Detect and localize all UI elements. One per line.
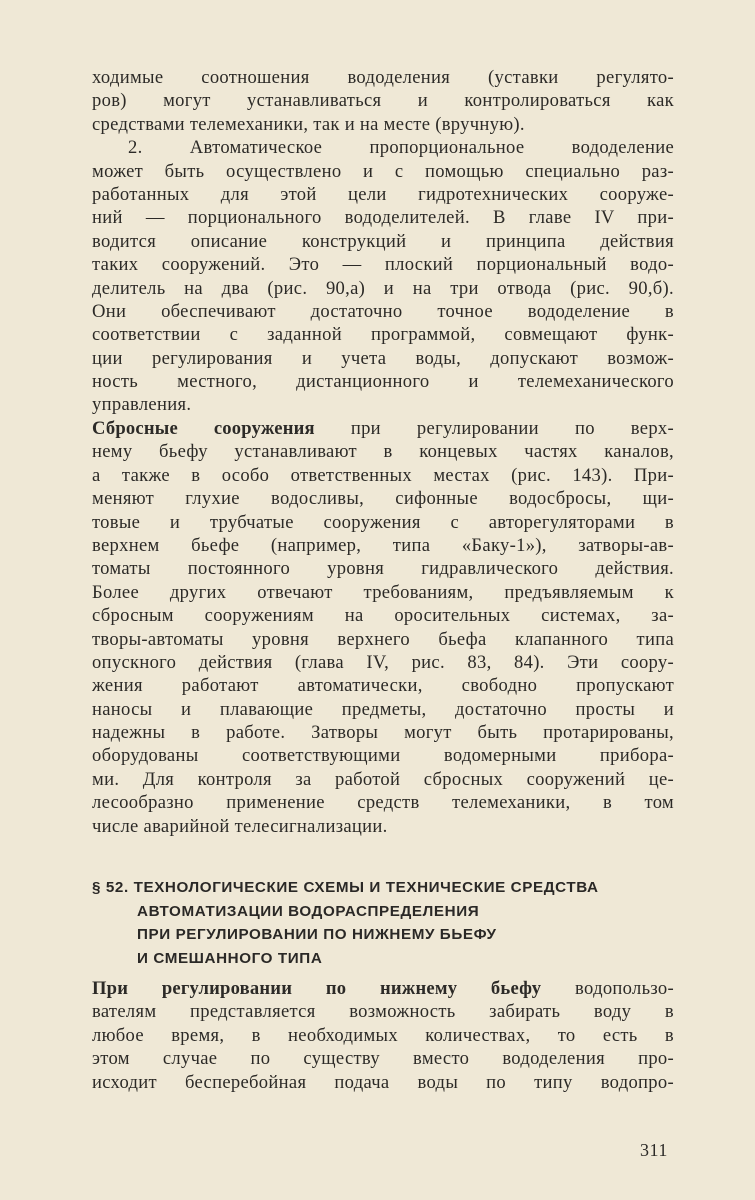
paragraph-spillways [92,417,674,838]
text-line: числе аварийной телесигнализации. [92,815,388,837]
text-line: Они обеспечивают достаточно точное вододеление в [92,300,674,322]
text-line: ходимые соотношения вододеления (уставки регулято- [92,67,674,88]
bold-term: Сбросные сооружения [92,418,315,439]
text-line: наносы и плавающие предметы, достаточно просты и [92,698,674,720]
text-line: делитель на два (рис. 90,а) и на три отвода (рис. 90,б). [92,277,674,299]
text-line: надежны в работе. Затворы могут быть протарированы, [92,722,674,744]
text-line: любое время, в необходимых количествах, то есть в [92,1024,674,1046]
text-line: творы-автоматы уровня верхнего бьефа клапанного типа [92,628,674,650]
text-line: нему бьефу устанавливают в концевых частях каналов, [92,441,674,463]
section-heading [92,876,674,970]
heading-line: И СМЕШАННОГО ТИПА [137,949,323,967]
text-line: ний — порционального вододелителей. В главе IV при- [92,207,674,229]
text-line: ми. Для контроля за работой сбросных сооружений це- [92,768,674,790]
text-line: меняют глухие водосливы, сифонные водосбросы, щи- [92,488,674,510]
text-line: а также в особо ответственных местах (рис. 143). При- [92,464,674,486]
text-line: сбросным сооружениям на оросительных системах, за- [92,605,674,627]
text-line: вателям представляется возможность забирать воду в [92,1001,674,1023]
text-line: товые и трубчатые сооружения с авторегуляторами в [92,511,674,533]
heading-line: АВТОМАТИЗАЦИИ ВОДОРАСПРЕДЕЛЕНИЯ [137,902,480,920]
text-line [92,977,674,1000]
bold-term: При регулировании по нижнему бьефу [92,978,542,999]
page-number: 311 [640,1140,668,1160]
text-line: лесообразно применение средств телемеханики, в том [92,792,674,814]
line-rest: при регулировании по верх- [314,418,675,439]
text-line: ность местного, дистанционного и телемеханического [92,371,674,393]
text-line: ров) могут устанавливаться и контролироваться как [92,90,674,112]
text-line: жения работают автоматически, свободно пропускают [92,675,674,697]
text-line: томаты постоянного уровня гидравлического действия. [92,558,674,580]
heading-line: § 52. ТЕХНОЛОГИЧЕСКИЕ СХЕМЫ И ТЕХНИЧЕСКИЕ СРЕДСТВА [92,879,599,896]
text-line: опускного действия (глава IV, рис. 83, 84). Эти соору- [92,651,674,673]
paragraph-top [92,66,674,417]
text-line: оборудованы соответствующими водомерными прибора- [92,745,674,767]
text-line [92,417,674,440]
heading-line: ПРИ РЕГУЛИРОВАНИИ ПО НИЖНЕМУ БЬЕФУ [137,926,497,943]
text-line: средствами телемеханики, так и на месте (вручную). [92,113,525,135]
text-line: ции регулирования и учета воды, допускают возмож- [92,347,674,369]
text-line: работанных для этой цели гидротехнических сооруже- [92,183,674,205]
line-rest: водопользо- [541,978,675,999]
text-line: верхнем бьефе (например, типа «Баку-1»), затворы-ав- [92,534,674,556]
paragraph-downstream [92,977,674,1094]
text-line: Более других отвечают требованиям, предъявляемым к [92,581,674,603]
text-line: управления. [92,394,192,416]
text-line: исходит бесперебойная подача воды по типу водопро- [92,1071,674,1093]
text-line: водится описание конструкций и принципа действия [92,230,674,252]
text-line: соответствии с заданной программой, совмещают функ- [92,324,674,346]
text-line: может быть осуществлено и с помощью специально раз- [92,160,674,182]
text-line: этом случае по существу вместо вододеления про- [92,1048,674,1070]
text-line: таких сооружений. Это — плоский порциональный водо- [92,254,674,276]
text-line: 2. Автоматическое пропорциональное вододеление [128,137,674,159]
